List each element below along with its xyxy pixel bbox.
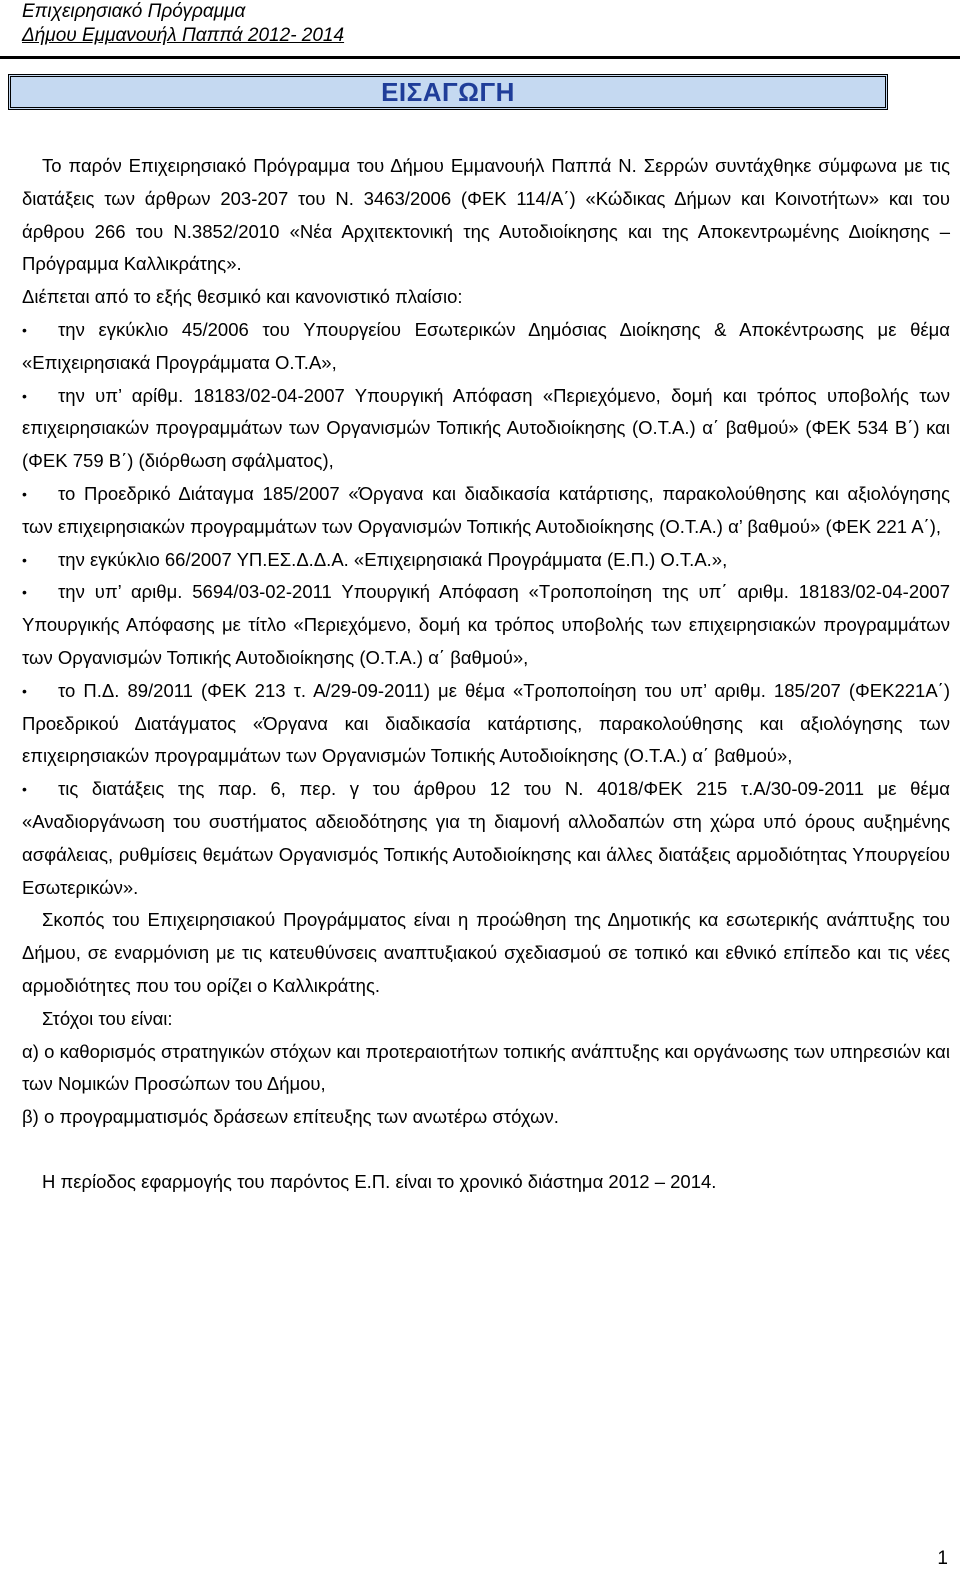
section-title: ΕΙΣΑΓΩΓΗ (381, 76, 515, 107)
bullet-icon: • (22, 551, 27, 568)
list-item: • την εγκύκλιο 66/2007 ΥΠ.ΕΣ.Δ.Δ.Α. «Επιχειρησιακά Προγράμματα (Ε.Π.) Ο.Τ.Α.», (22, 544, 950, 577)
list-item: • το Προεδρικό Διάταγμα 185/2007 «Όργανα και διαδικασία κατάρτισης, παρακολούθησης και αξιολόγησης των επιχειρησιακών προγραμμάτων των Οργανισμών Τοπικής Αυτοδιοίκησης (Ο.Τ.Α.) α’ βαθμού» (ΦΕΚ 221 Α΄), (22, 478, 950, 544)
header-subtitle: Δήμου Εμμανουήλ Παππά 2012- 2014 (22, 25, 345, 46)
page-number: 1 (937, 1548, 948, 1569)
bullet-icon: • (22, 321, 27, 338)
header-divider (0, 56, 960, 59)
goal-b: β) ο προγραμματισμός δράσεων επίτευξης των ανωτέρω στόχων. (22, 1106, 559, 1128)
list-item: • την εγκύκλιο 45/2006 του Υπουργείου Εσωτερικών Δημόσιας Διοίκησης & Αποκέντρωσης με θέμα «Επιχειρησιακά Προγράμματα Ο.Τ.Α», (22, 314, 950, 380)
purpose-paragraph: Σκοπός του Επιχειρησιακού Προγράμματος είναι η προώθηση της Δημοτικής κα εσωτερικής ανάπτυξης του Δήμου, σε εναρμόνιση με τις κατευθύνσεις αναπτυξιακού σχεδιασμού σε τοπικό και εθνικό επίπεδο και τις νέες αρμοδιότητες που του ορίζει ο Καλλικράτης. (22, 909, 950, 996)
bullet-icon: • (22, 781, 27, 798)
list-item: • τις διατάξεις της παρ. 6, περ. γ του άρθρου 12 του Ν. 4018/ΦΕΚ 215 τ.Α/30-09-2011 με θέμα «Αναδιοργάνωση του συστήματος αδειοδότησης για τη διαμονή αλλοδαπών στη χώρα υπό όρους αυξημένης ασφάλειας, ρυθμίσεις θεμάτων Οργανισμός Τοπικής Αυτοδιοίκησης και άλλες διατάξεις αρμοδιότητας Υπουργείου Εσωτερικών». (22, 773, 950, 904)
section-title-box (8, 74, 888, 110)
bullet-icon: • (22, 387, 27, 404)
list-item: • το Π.Δ. 89/2011 (ΦΕΚ 213 τ. Α/29-09-2011) με θέμα «Τροποποίηση του υπ’ αριθμ. 185/207 (ΦΕΚ221Α΄) Προεδρικού Διατάγματος «Όργανα και διαδικασία κατάρτισης, παρακολούθησης και αξιολόγησης των επιχειρησιακών προγραμμάτων των Οργανισμών Τοπικής Αυτοδιοίκησης (Ο.Τ.Α.) α΄ βαθμού», (22, 675, 950, 773)
header-title: Επιχειρησιακό Πρόγραμμα (22, 1, 246, 22)
spacer (22, 1134, 950, 1166)
goals-intro: Στόχοι του είναι: (42, 1007, 173, 1029)
goal-a: α) ο καθορισμός στρατηγικών στόχων και προτεραιοτήτων τοπικής ανάπτυξης και οργάνωσης των υπηρεσιών και των Νομικών Προσώπων του Δήμου, (22, 1040, 950, 1095)
bullet-icon: • (22, 682, 27, 699)
bullet-icon: • (22, 584, 27, 601)
period-paragraph: Η περίοδος εφαρμογής του παρόντος Ε.Π. είναι το χρονικό διάστημα 2012 – 2014. (42, 1170, 717, 1192)
framework-list (22, 314, 950, 904)
intro-paragraph: Το παρόν Επιχειρησιακό Πρόγραμμα του Δήμου Εμμανουήλ Παππά Ν. Σερρών συντάχθηκε σύμφωνα με τις διατάξεις των άρθρων 203-207 του Ν. 3463/2006 (ΦΕΚ 114/Α΄) «Κώδικας Δήμων και Κοινοτήτων» και του άρθρου 266 του Ν.3852/2010 «Νέα Αρχιτεκτονική της Αυτοδιοίκησης και της Αποκεντρωμένης Διοίκησης – Πρόγραμμα Καλλικράτης». (22, 155, 950, 275)
document-header (22, 0, 344, 48)
framework-intro: Διέπεται από το εξής θεσμικό και κανονιστικό πλαίσιο: (22, 286, 463, 308)
bullet-icon: • (22, 485, 27, 502)
list-item: • την υπ’ αριθμ. 5694/03-02-2011 Υπουργική Απόφαση «Τροποποίηση της υπ΄ αριθμ. 18183/02-04-2007 Υπουργικής Απόφασης με τίτλο «Περιεχόμενο, δομή κα τρόπος υποβολής των επιχειρησιακών προγραμμάτων των Οργανισμών Τοπικής Αυτοδιοίκησης (Ο.Τ.Α.) α΄ βαθμού», (22, 576, 950, 674)
list-item: • την υπ’ αρίθμ. 18183/02-04-2007 Υπουργική Απόφαση «Περιεχόμενο, δομή και τρόπος υποβολής των επιχειρησιακών προγραμμάτων των Οργανισμών Τοπικής Αυτοδιοίκησης (Ο.Τ.Α.) α΄ βαθμού» (ΦΕΚ 534 Β΄) και (ΦΕΚ 759 Β΄) (διόρθωση σφάλματος), (22, 380, 950, 478)
document-body (22, 150, 950, 1199)
